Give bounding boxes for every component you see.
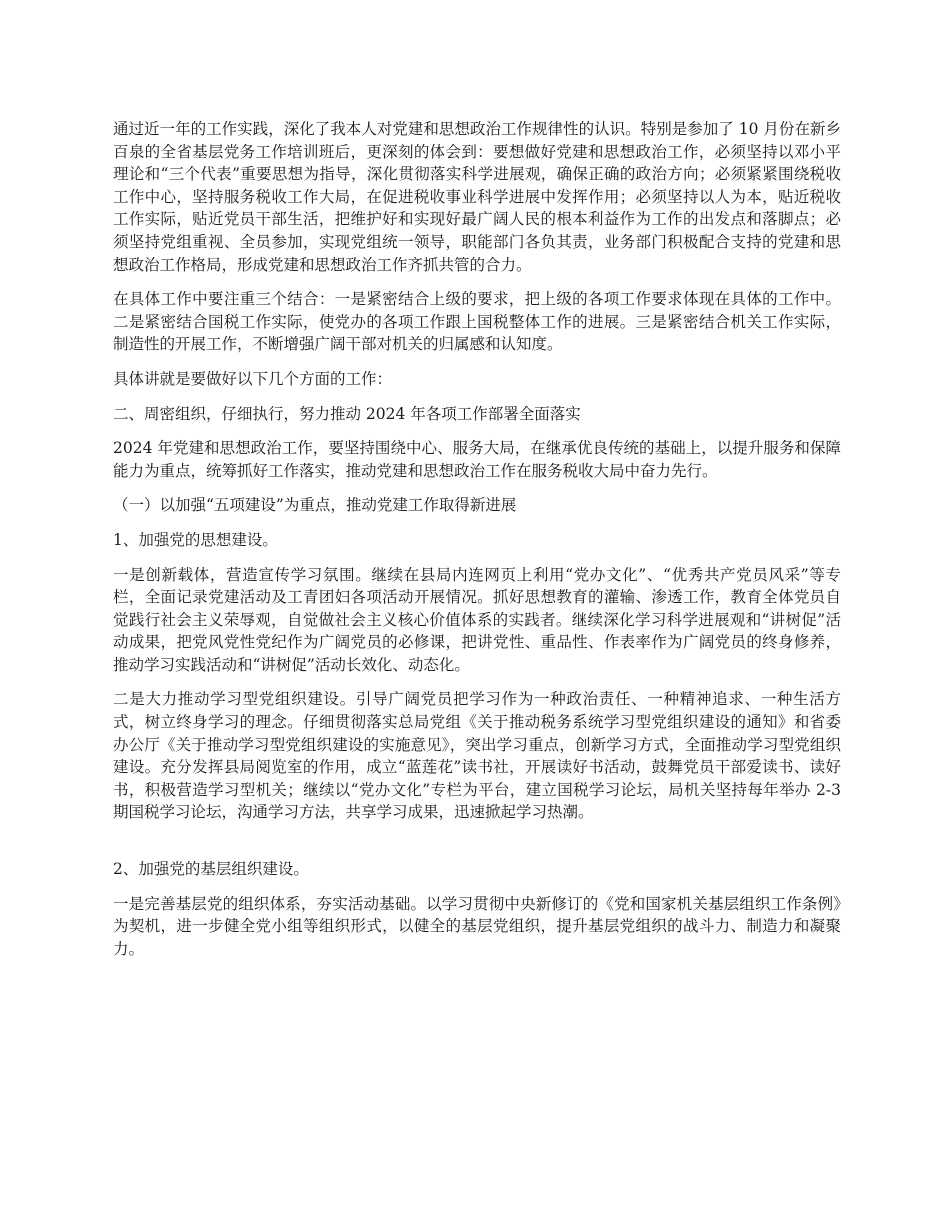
item-heading-1: 1、加强党的思想建设。 (113, 530, 278, 549)
paragraph-work-aspects: 具体讲就是要做好以下几个方面的工作： (113, 369, 393, 388)
subsection-heading-1: （一）以加强“五项建设”为重点，推动党建工作取得新进展 (113, 496, 517, 515)
paragraph-2024-work: 2024 年党建和思想政治工作，要坚持围绕中心、服务大局，在继承优良传统的基础上，以提升服务和保障能力为重点，统筹抓好工作落实，推动党建和思想政治工作在服务税收大局中奋力先行。 (113, 439, 841, 480)
section-heading-2: 二、周密组织，仔细执行，努力推动 2024 年各项工作部署全面落实 (113, 404, 581, 423)
paragraph-innovation-carrier: 一是创新载体，营造宣传学习氛围。继续在县局内连网页上利用“党办文化”、“优秀共产党员风采”等专栏，全面记录党建活动及工青团妇各项活动开展情况。抓好思想教育的灌输、渗透工作，教育全体党员自觉践行社会主义荣辱观，自觉做社会主义核心价值体系的实践者。继续深化学习科学进展观和“讲树促”活动成果，把党风党性党纪作为广阔党员的必修课，把讲党性、重品性、作表率作为广阔党员的终身修养，推动学习实践活动和“讲树促”活动长效化、动态化。 (113, 565, 841, 674)
item-heading-2: 2、加强党的基层组织建设。 (113, 860, 309, 879)
document-page (113, 118, 841, 972)
paragraph-three-combinations: 在具体工作中要注重三个结合：一是紧密结合上级的要求，把上级的各项工作要求体现在具体的工作中。二是紧密结合国税工作实际，使党办的各项工作跟上国税整体工作的进展。三是紧密结合机关工作实际，制造性的开展工作，不断增强广阔干部对机关的归属感和认知度。 (113, 290, 841, 354)
paragraph-learning-organization: 二是大力推动学习型党组织建设。引导广阔党员把学习作为一种政治责任、一种精神追求、一种生活方式，树立终身学习的理念。仔细贯彻落实总局党组《关于推动税务系统学习型党组织建设的通知》和省委办公厅《关于推动学习型党组织建设的实施意见》，突出学习重点，创新学习方式，全面推动学习型党组织建设。充分发挥县局阅览室的作用，成立“蓝莲花”读书社，开展读好书活动，鼓舞党员干部爱读书、读好书，积极营造学习型机关；继续以“党办文化”专栏为平台，建立国税学习论坛，局机关坚持每年举办 2-3 期国税学习论坛，沟通学习方法，共享学习成果，迅速掀起学习热潮。 (113, 690, 841, 822)
paragraph-intro: 通过近一年的工作实践，深化了我本人对党建和思想政治工作规律性的认识。特别是参加了 10 月份在新乡百泉的全省基层党务工作培训班后，更深刻的体会到：要想做好党建和思想政治工作，必须坚持以邓小平理论和“三个代表”重要思想为指导，深化贯彻落实科学进展观，确保正确的政治方向；必须紧紧围绕税收工作中心，坚持服务税收工作大局，在促进税收事业科学进展中发挥作用；必须坚持以人为本，贴近税收工作实际，贴近党员干部生活，把维护好和实现好最广阔人民的根本利益作为工作的出发点和落脚点；必须坚持党组重视、全员参加，实现党组统一领导，职能部门各负其责，业务部门积极配合支持的党建和思想政治工作格局，形成党建和思想政治工作齐抓共管的合力。 (113, 120, 841, 274)
paragraph-grassroots-organization: 一是完善基层党的组织体系，夯实活动基础。以学习贯彻中央新修订的《党和国家机关基层组织工作条例》为契机，进一步健全党小组等组织形式，以健全的基层党组织，提升基层党组织的战斗力、制造力和凝聚力。 (113, 894, 841, 958)
